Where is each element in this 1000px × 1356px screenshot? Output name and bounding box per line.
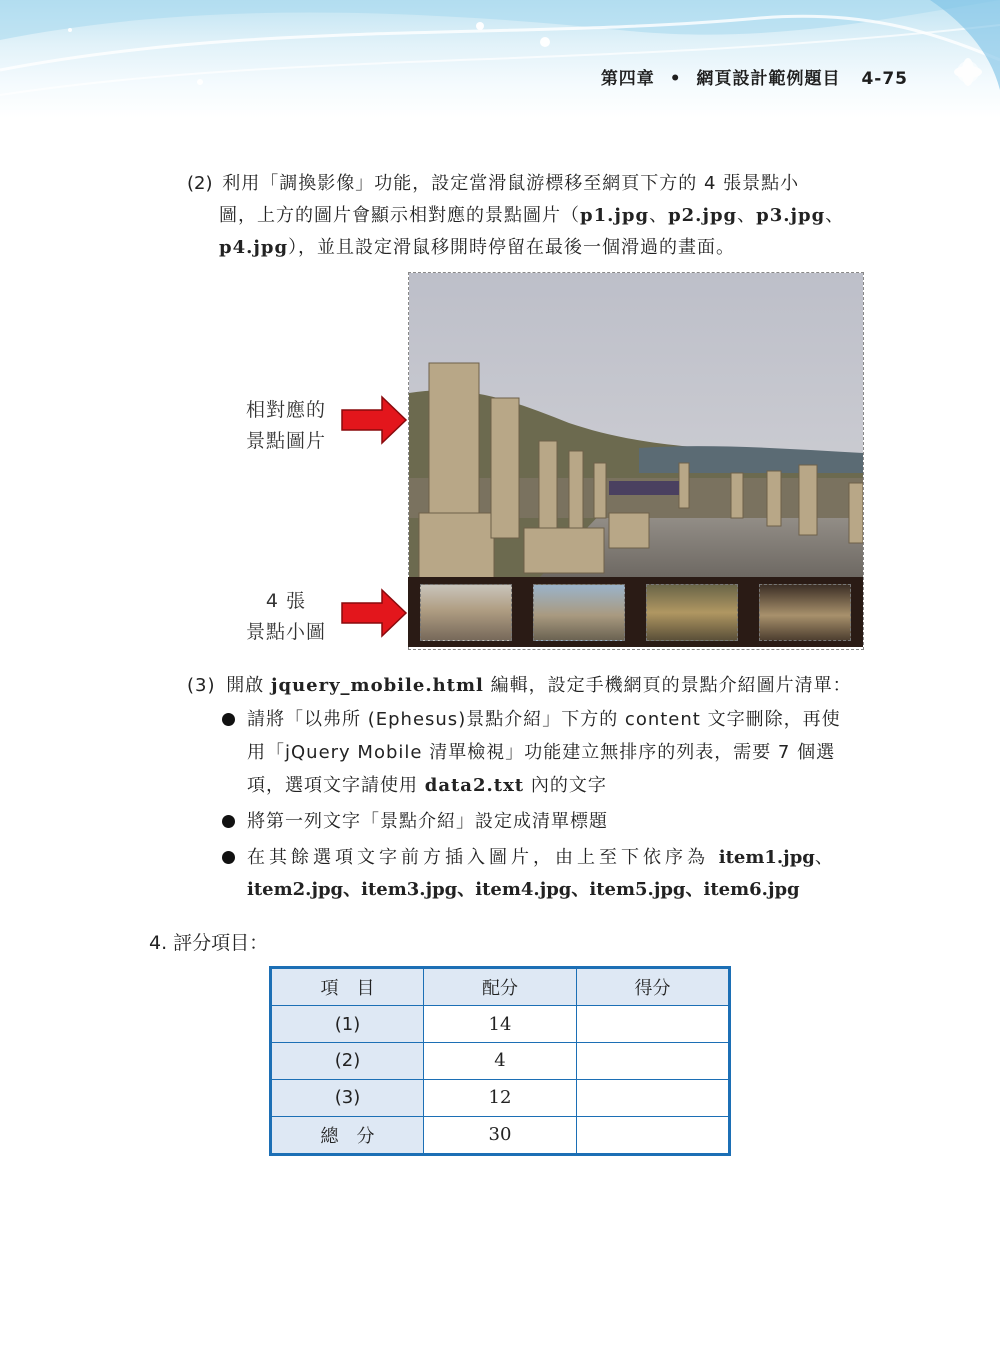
table-header-row <box>271 968 730 1006</box>
header-item: 項 目 <box>271 968 424 1006</box>
page-number: 4-75 <box>861 69 908 89</box>
chapter-title: 網頁設計範例題目 <box>696 69 841 89</box>
bullet3-line2 <box>247 874 800 906</box>
item2-line2 <box>219 200 844 232</box>
row-score[interactable] <box>577 1043 730 1080</box>
page-header-band <box>0 0 1000 118</box>
bullet3-text-line1a: 在其餘選項文字前方插入圖片，由上至下依序為 <box>247 847 719 868</box>
section4-title: 4. 評分項目： <box>149 932 269 954</box>
bullet3-filenames: item2.jpg、item3.jpg、item4.jpg、item5.jpg、item6.jpg <box>247 879 800 900</box>
row-item: (1) <box>271 1006 424 1043</box>
red-arrow-icon <box>340 395 408 445</box>
filename-jquery-mobile: jquery_mobile.html <box>270 675 484 696</box>
bullet-icon <box>222 713 235 726</box>
row-score[interactable] <box>577 1006 730 1043</box>
chapter-label: 第四章 <box>600 69 655 89</box>
score-table <box>269 966 731 1156</box>
filename-item1: item1.jpg <box>718 847 815 868</box>
item3-text-c: 編輯，設定手機網頁的景點介紹圖片清單： <box>483 675 852 696</box>
row-points: 14 <box>424 1006 577 1043</box>
row-score[interactable] <box>577 1079 730 1116</box>
table-row <box>271 1006 730 1043</box>
comma: 、 <box>649 205 669 226</box>
bullet1-text-line3a: 項，選項文字請使用 <box>247 775 425 796</box>
bullet1-line2 <box>247 737 835 769</box>
header-decoration <box>0 0 1000 118</box>
comma: 、 <box>825 205 845 226</box>
filename-p2: p2.jpg <box>668 205 738 226</box>
thumbnail-1[interactable] <box>420 584 512 641</box>
flower-icon <box>952 56 983 87</box>
callout-main-line2: 景點圖片 <box>245 430 326 452</box>
row-item: (3) <box>271 1079 424 1116</box>
filename-p1: p1.jpg <box>580 205 650 226</box>
row-points: 12 <box>424 1079 577 1116</box>
callout-main-photo <box>236 395 336 457</box>
callout-thumbs-line1: 4 張 <box>265 590 307 612</box>
red-arrow-icon <box>340 588 408 638</box>
header-points: 配分 <box>424 968 577 1006</box>
comma: 、 <box>814 847 837 868</box>
item2-line1 <box>187 168 799 200</box>
item2-text-line1: 利用「調換影像」功能，設定當滑鼠游標移至網頁下方的 4 張景點小 <box>222 173 800 194</box>
filename-data2: data2.txt <box>424 775 525 796</box>
thumbnail-4[interactable] <box>759 584 851 641</box>
callout-thumbnails <box>236 586 336 648</box>
table-row <box>271 1116 730 1154</box>
bullet2-line1 <box>247 806 608 838</box>
item3-number: (3) <box>187 675 216 696</box>
row-points: 4 <box>424 1043 577 1080</box>
row-points: 30 <box>424 1116 577 1154</box>
thumbnail-3[interactable] <box>646 584 738 641</box>
header-score: 得分 <box>577 968 730 1006</box>
item2-line2-text: 圖，上方的圖片會顯示相對應的景點圖片（ <box>219 205 580 226</box>
row-score[interactable] <box>577 1116 730 1154</box>
comma: 、 <box>737 205 757 226</box>
bullet1-text-line2: 用「jQuery Mobile 清單檢視」功能建立無排序的列表，需要 7 個選 <box>247 742 836 763</box>
separator-dot: • <box>669 69 682 89</box>
row-item: (2) <box>271 1043 424 1080</box>
main-photo <box>409 273 863 578</box>
item2-line3-text: ），並且設定滑鼠移開時停留在最後一個滑過的畫面。 <box>288 237 736 258</box>
table-row <box>271 1079 730 1116</box>
callout-main-line1: 相對應的 <box>245 399 326 421</box>
item2-line3 <box>219 232 735 264</box>
filename-p3: p3.jpg <box>756 205 826 226</box>
callout-thumbs-line2: 景點小圖 <box>245 621 326 643</box>
bullet3-line1 <box>247 842 837 874</box>
thumbnail-2[interactable] <box>533 584 625 641</box>
running-head <box>601 64 908 89</box>
item3-text-a: 開啟 <box>226 675 271 696</box>
item2-number: (2) <box>187 173 213 194</box>
bullet1-text-line1: 請將「以弗所 (Ephesus)景點介紹」下方的 content 文字刪除，再使 <box>247 709 841 730</box>
bullet1-line1 <box>247 704 841 736</box>
item3-line <box>187 670 852 702</box>
bullet-icon <box>222 851 235 864</box>
bullet-icon <box>222 815 235 828</box>
row-item: 總 分 <box>271 1116 424 1154</box>
bullet1-text-line3c: 內的文字 <box>524 775 607 796</box>
bullet2-text: 將第一列文字「景點介紹」設定成清單標題 <box>247 811 608 832</box>
bullet1-line3 <box>247 770 607 802</box>
thumbnail-strip <box>408 577 863 647</box>
filename-p4: p4.jpg <box>219 237 289 258</box>
table-row <box>271 1043 730 1080</box>
